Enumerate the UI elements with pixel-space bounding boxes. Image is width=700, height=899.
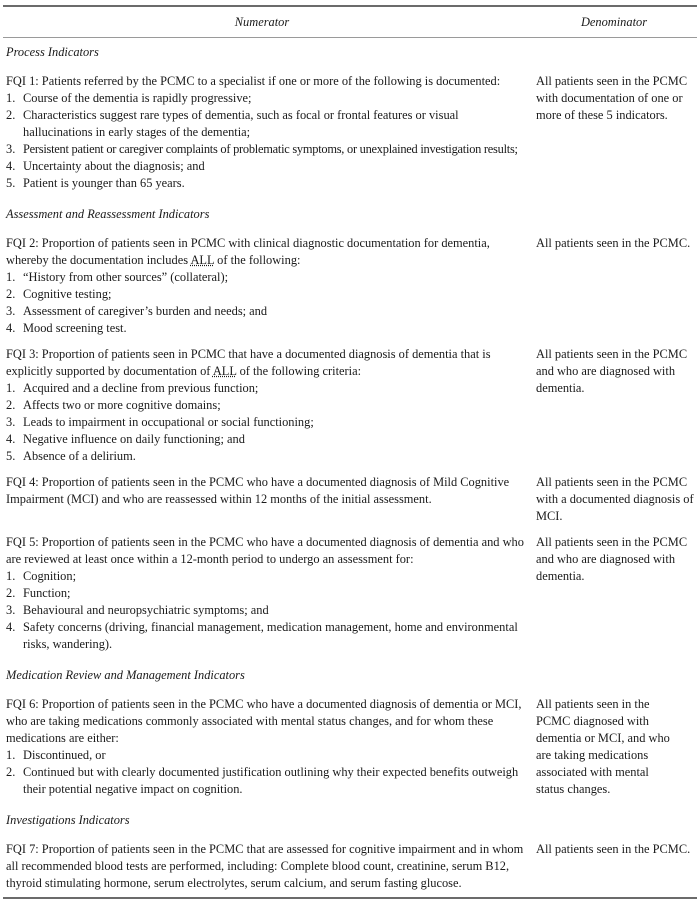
numerator-cell: FQI 4: Proportion of patients seen in the PCMC who have a documented diagnosis of Mild Cognitive Impairment (MCI) and who are reassessed within 12 months of the initial assessment. <box>6 475 510 506</box>
header-denominator: Denominator <box>580 14 648 29</box>
quality-indicators-table <box>3 5 697 899</box>
list-item: 1. “History from other sources” (collateral); <box>6 270 229 284</box>
table-row-fqi1 <box>3 64 697 192</box>
list-item: 3. Assessment of caregiver’s burden and needs; and <box>6 304 268 318</box>
list-item: 5. Patient is younger than 65 years. <box>6 176 185 190</box>
fqi5-intro: FQI 5: Proportion of patients seen in the PCMC who have a documented diagnosis of dementia and who are reviewed at least once within a 12-month period to undergo an assessment for: <box>6 535 524 566</box>
table-row-fqi7 <box>3 832 697 892</box>
list-item: 3. Leads to impairment in occupational or social functioning; <box>6 415 314 429</box>
denominator-cell: All patients seen in the PCMC and who are diagnosed with dementia. <box>536 347 688 395</box>
fqi2-intro: FQI 2: Proportion of patients seen in PCMC with clinical diagnostic documentation for dementia, whereby the documentation includes ALL of the following: <box>6 236 490 267</box>
list-item: 4. Uncertainty about the diagnosis; and <box>6 159 205 173</box>
list-item: 1. Acquired and a decline from previous function; <box>6 381 259 395</box>
list-item: 2. Cognitive testing; <box>6 287 112 301</box>
fqi2-list <box>6 269 530 337</box>
section-process: Process Indicators <box>6 45 99 59</box>
list-item: 2. Function; <box>6 586 71 600</box>
list-item: 4. Safety concerns (driving, financial management, medication management, home and environmental risks, wandering). <box>6 620 518 651</box>
denominator-cell: All patients seen in the PCMC and who are diagnosed with dementia. <box>536 535 688 583</box>
fqi1-list <box>6 90 530 192</box>
denominator-cell: All patients seen in the PCMC. <box>536 842 691 856</box>
denominator-cell: All patients seen in the PCMC. <box>536 236 691 250</box>
list-item: 2. Characteristics suggest rare types of dementia, such as focal or frontal features or visual hallucinations in early stages of the dementia; <box>6 108 459 139</box>
numerator-cell <box>3 346 530 465</box>
table-header <box>3 7 697 38</box>
list-item: 4. Negative influence on daily functioning; and <box>6 432 245 446</box>
denominator-cell: All patients seen in the PCMC with a documented diagnosis of MCI. <box>536 475 694 523</box>
numerator-cell: FQI 7: Proportion of patients seen in the PCMC that are assessed for cognitive impairment and in whom all recommended blood tests are performed, including: Complete blood count, creatinine, serum B12, thyroid stimulating hormone, serum electrolytes, serum calcium, and serum fasting glucose. <box>6 842 524 890</box>
numerator-cell <box>3 235 530 337</box>
fqi1-intro: FQI 1: Patients referred by the PCMC to a specialist if one or more of the following is documented: <box>6 74 501 88</box>
list-item: 4. Mood screening test. <box>6 321 127 335</box>
fqi5-list <box>6 568 530 653</box>
list-item: 1. Cognition; <box>6 569 77 583</box>
table-row-fqi5 <box>3 525 697 653</box>
numerator-cell <box>3 696 530 798</box>
list-item: 3. Behavioural and neuropsychiatric symptoms; and <box>6 603 269 617</box>
table-row-fqi6 <box>3 687 697 798</box>
denominator-cell: All patients seen in the PCMC diagnosed with dementia or MCI, and who are taking medications associated with mental status changes. <box>536 697 670 796</box>
table-row-fqi3 <box>3 337 697 465</box>
table-row-fqi2 <box>3 226 697 337</box>
section-assessment: Assessment and Reassessment Indicators <box>6 207 210 221</box>
fqi6-intro: FQI 6: Proportion of patients seen in the PCMC who have a documented diagnosis of dementia or MCI, who are taking medications commonly associated with mental status changes, and for whom these medications are either: <box>6 697 522 745</box>
fqi3-intro: FQI 3: Proportion of patients seen in PCMC that have a documented diagnosis of dementia that is explicitly supported by documentation of ALL of the following criteria: <box>6 347 491 378</box>
list-item: 2. Continued but with clearly documented justification outlining why their expected benefits outweigh their potential negative impact on cognition. <box>6 765 519 796</box>
section-investigations: Investigations Indicators <box>6 813 130 827</box>
list-item: 5. Absence of a delirium. <box>6 449 136 463</box>
list-item: 3. Persistent patient or caregiver complaints of problematic symptoms, or unexplained investigation results; <box>6 142 518 156</box>
numerator-cell <box>3 73 530 192</box>
list-item: 1. Course of the dementia is rapidly progressive; <box>6 91 252 105</box>
header-numerator: Numerator <box>234 14 290 29</box>
fqi3-list <box>6 380 530 465</box>
fqi6-list <box>6 747 530 798</box>
numerator-cell <box>3 534 530 653</box>
list-item: 1. Discontinued, or <box>6 748 106 762</box>
list-item: 2. Affects two or more cognitive domains; <box>6 398 221 412</box>
section-medication: Medication Review and Management Indicators <box>6 668 245 682</box>
denominator-cell: All patients seen in the PCMC with documentation of one or more of these 5 indicators. <box>536 74 688 122</box>
table-row-fqi4 <box>3 465 697 525</box>
